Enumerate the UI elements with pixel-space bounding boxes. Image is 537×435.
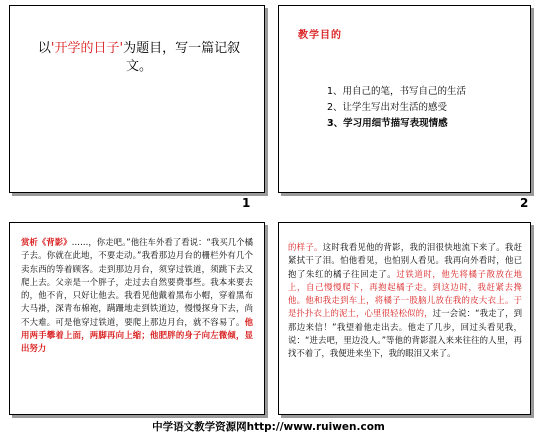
excerpt-label: 赏析《背影》: [21, 237, 72, 247]
title-highlight: '开学的日子': [50, 41, 124, 56]
excerpt-highlight-start: 的样子。: [288, 242, 323, 252]
page-number-1: 1: [242, 196, 251, 210]
excerpt-text: [21, 236, 253, 356]
objectives-heading: 教学目的: [298, 30, 342, 41]
slide-3: [9, 222, 265, 415]
title-text-before: 以: [37, 41, 51, 56]
excerpt-end: 过一会说：“我走了，到那边来信！”我望着他走出去。他走了几步，回过头看见我，说：“进去吧，里边没人。”等他的背影混入来来往往的人里，再找不着了，我便进来坐下，我的眼泪又来了。: [288, 308, 523, 359]
slide-4: [278, 222, 531, 415]
excerpt-highlight: 他用两手攀着上面，两脚再向上缩；他肥胖的身子向左微倾，显出努力: [21, 316, 253, 354]
excerpt-middle: 这时我看见他的背影，我的泪很快地流下来了。我赶紧拭干了泪。怕他看见，也怕别人看见。我再向外看时，他已抱了朱红的橘子往回走了。: [288, 242, 523, 279]
footer-site-name: 中学语文教学资源网: [152, 421, 247, 433]
objective-item: 3、学习用细节描写表现情感: [327, 118, 448, 129]
slide-1-title: [26, 40, 252, 76]
slide-1: [9, 5, 265, 193]
footer-watermark: [0, 419, 537, 434]
objectives-list: [327, 84, 466, 132]
slide-2: [278, 5, 531, 193]
excerpt-continued-text: [288, 241, 522, 361]
excerpt-highlight-middle: 过铁道时，他先将橘子散放在地上，自己慢慢爬下，再抱起橘子走。到这边时，我赶紧去搀他。他和我走到车上，将橘子一股脑儿放在我的皮大衣上。于是扑扑衣上的泥土，心里很轻松似的，: [288, 268, 523, 319]
page-number-2: 2: [520, 196, 529, 210]
excerpt-intro: ……，你走吧。”他往车外看了看说：“我买几个橘子去。你就在此地，不要走动。”我看那边月台的栅栏外有几个卖东西的等着顾客。走到那边月台，须穿过铁道，须跳下去又爬上去。父亲是一个胖子，走过去自然要费事些。我本来要去的，他不肯，只好让他去。我看见他戴着黑布小帽，穿着黑布大马褂，深青布棉袍，蹒跚地走到铁道边，慢慢探身下去，尚不大难。可是他穿过铁道，要爬上那边月台，就不容易了。: [21, 237, 254, 327]
objective-item: 2、让学生写出对生活的感受: [327, 102, 448, 113]
title-text-after: 为题目，写一篇记叙文。: [123, 41, 241, 74]
objective-item: 1、用自己的笔，书写自己的生活: [327, 86, 467, 97]
footer-url[interactable]: http://www.ruiwen.com: [246, 421, 385, 433]
